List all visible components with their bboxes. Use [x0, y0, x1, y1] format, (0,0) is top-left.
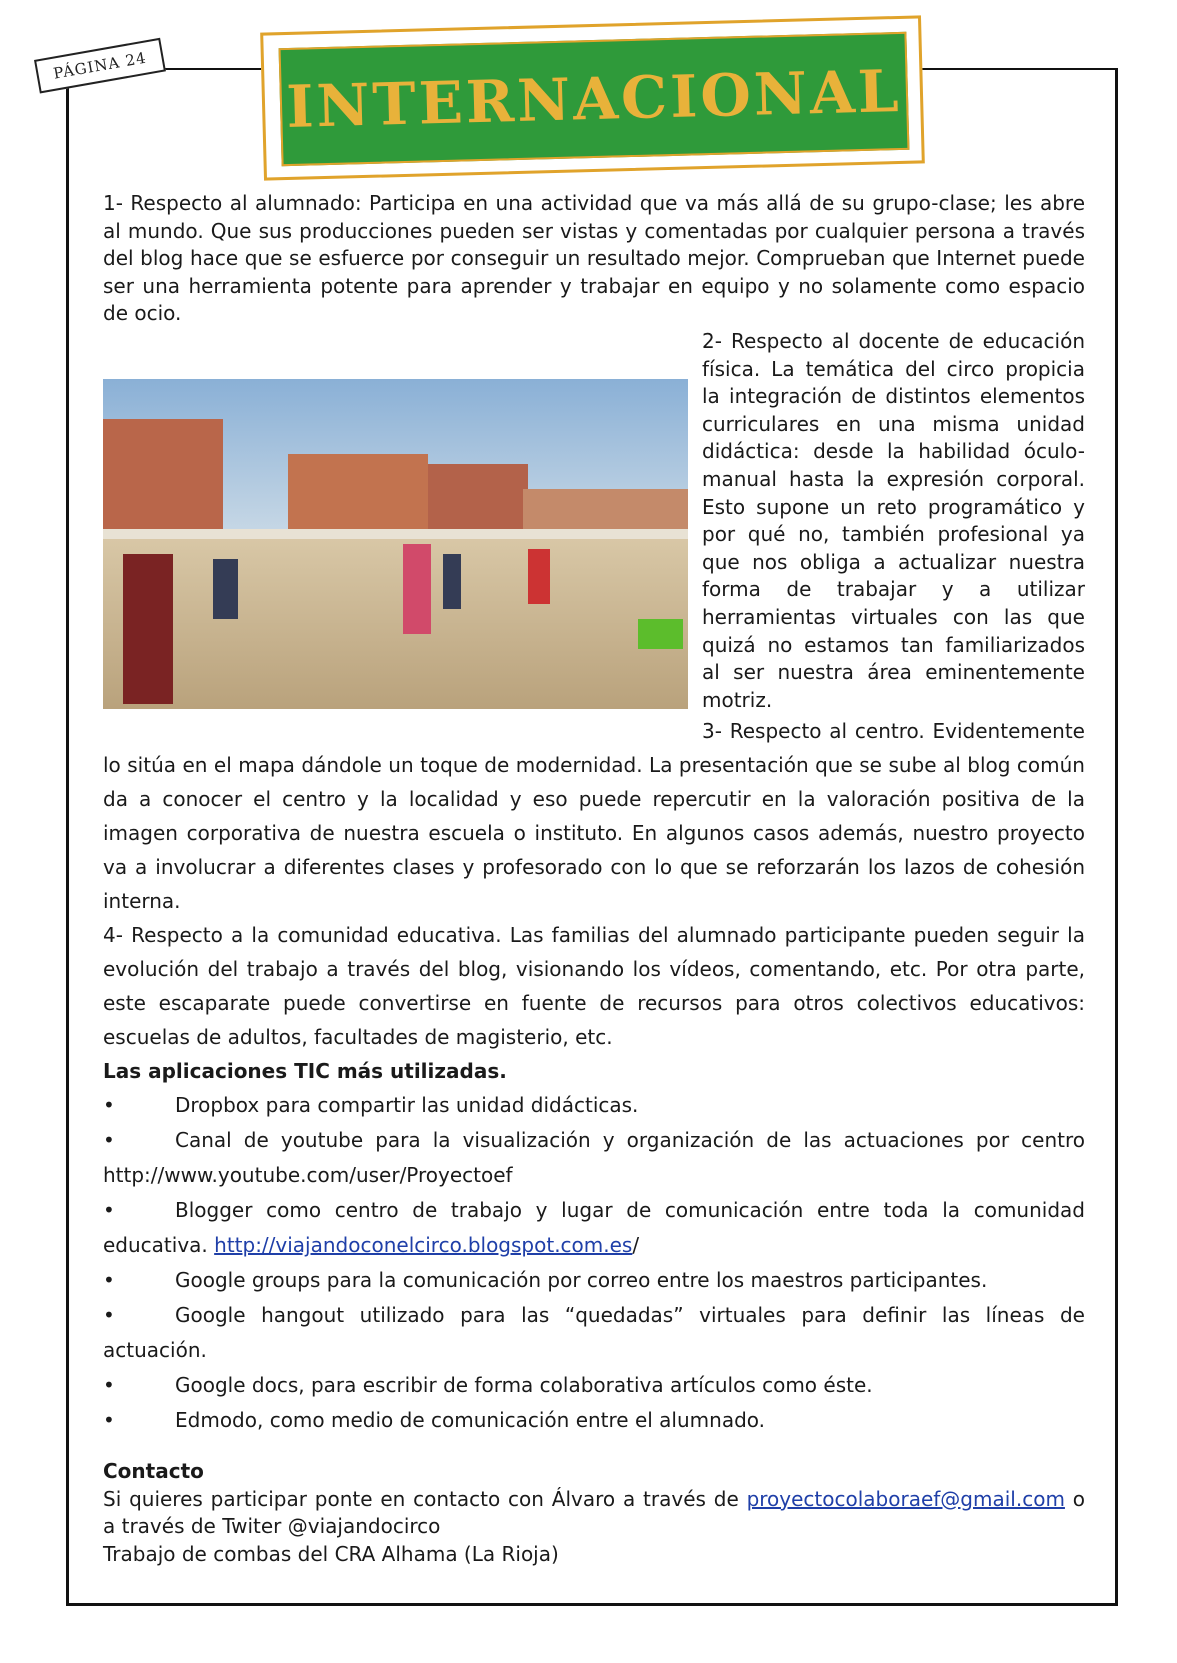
- apps-heading: Las aplicaciones TIC más utilizadas.: [103, 1059, 507, 1084]
- bullet-icon: •: [103, 1268, 115, 1293]
- contact-text-suffix: o a través de Twiter @viajandocirco: [103, 1486, 1085, 1539]
- list-item-text: Google groups para la comunicación por correo entre los maestros participantes.: [175, 1268, 988, 1293]
- list-item: [103, 1368, 1085, 1403]
- page-number-tag: PÁGINA 24: [34, 38, 166, 94]
- list-item-text: Blogger como centro de trabajo y lugar de comunicación entre toda la comunidad educativa.: [103, 1198, 1085, 1258]
- schoolyard-photo: [103, 379, 688, 709]
- page-title: INTERNACIONAL: [285, 56, 903, 142]
- blog-link[interactable]: http://viajandoconelcirco.blogspot.com.es: [214, 1233, 633, 1258]
- article-body: [103, 190, 1085, 1569]
- contact-text: Si quieres participar ponte en contacto con Álvaro a través de: [103, 1486, 747, 1511]
- contact-heading: Contacto: [103, 1459, 204, 1484]
- bullet-icon: •: [103, 1303, 115, 1328]
- list-item-text: Google docs, para escribir de forma colaborativa artículos como éste.: [175, 1373, 873, 1398]
- paragraph-alumnado: 1- Respecto al alumnado: Participa en una actividad que va más allá de su grupo-clase; les abre al mundo. Que sus producciones pueden ser vistas y comentadas por cualquier persona a través del blog hace que se esfuerce por conseguir un resultado mejor. Comprueban que Internet puede ser una herramienta potente para aprender y trabajar en equipo y no solamente como espacio de ocio.: [103, 191, 1085, 326]
- bullet-icon: •: [103, 1128, 115, 1153]
- blog-link-suffix: /: [632, 1233, 640, 1258]
- bullet-icon: •: [103, 1198, 115, 1223]
- paragraph-centro: 3- Respecto al centro. Evidentemente lo sitúa en el mapa dándole un toque de modernidad. La presentación que se sube al blog común da a conocer el centro y la localidad y eso puede repercutir en la valoración positiva de la imagen corporativa de nuestra escuela o instituto. En algunos casos además, nuestro proyecto va a involucrar a diferentes clases y profesorado con lo que se reforzarán los lazos de cohesión interna.: [103, 719, 1085, 914]
- list-item: [103, 1263, 1085, 1298]
- title-banner: [279, 32, 910, 166]
- email-link[interactable]: proyectocolaboraef@gmail.com: [746, 1486, 1065, 1511]
- list-item-text: Edmodo, como medio de comunicación entre el alumnado.: [175, 1408, 766, 1433]
- bullet-icon: •: [103, 1408, 115, 1433]
- contact-credit: Trabajo de combas del CRA Alhama (La Rioja): [103, 1542, 559, 1567]
- list-item: [103, 1123, 1085, 1193]
- list-item: [103, 1193, 1085, 1263]
- photo-figure: [103, 379, 688, 739]
- list-item: [103, 1298, 1085, 1368]
- list-item-text: Dropbox para compartir las unidad didácticas.: [175, 1093, 639, 1118]
- list-item: [103, 1403, 1085, 1438]
- list-item: [103, 1088, 1085, 1123]
- contact-line: [103, 1486, 1085, 1541]
- bullet-icon: •: [103, 1093, 115, 1118]
- list-item-text: Google hangout utilizado para las “quedadas” virtuales para definir las líneas de actuación.: [103, 1303, 1085, 1363]
- list-item-text: Canal de youtube para la visualización y organización de las actuaciones por centro http://www.youtube.com/user/Proyectoef: [103, 1128, 1085, 1188]
- paragraph-comunidad: 4- Respecto a la comunidad educativa. Las familias del alumnado participante pueden seguir la evolución del trabajo a través del blog, visionando los vídeos, comentando, etc. Por otra parte, este escaparate puede convertirse en fuente de recursos para otros colectivos educativos: escuelas de adultos, facultades de magisterio, etc.: [103, 923, 1085, 1050]
- bullet-icon: •: [103, 1373, 115, 1398]
- spacer: [103, 1438, 1085, 1458]
- paragraph-docente: 2- Respecto al docente de educación física. La temática del circo propicia la integración de distintos elementos curriculares en una misma unidad didáctica: desde la habilidad óculo-manual hasta la expresión corporal. Esto supone un reto programático y por qué no, también profesional ya que nos obliga a actualizar nuestra forma de trabajar y a utilizar herramientas virtuales con las que quizá no estamos tan familiarizados al ser nuestra área eminentemente motriz.: [702, 328, 1085, 712]
